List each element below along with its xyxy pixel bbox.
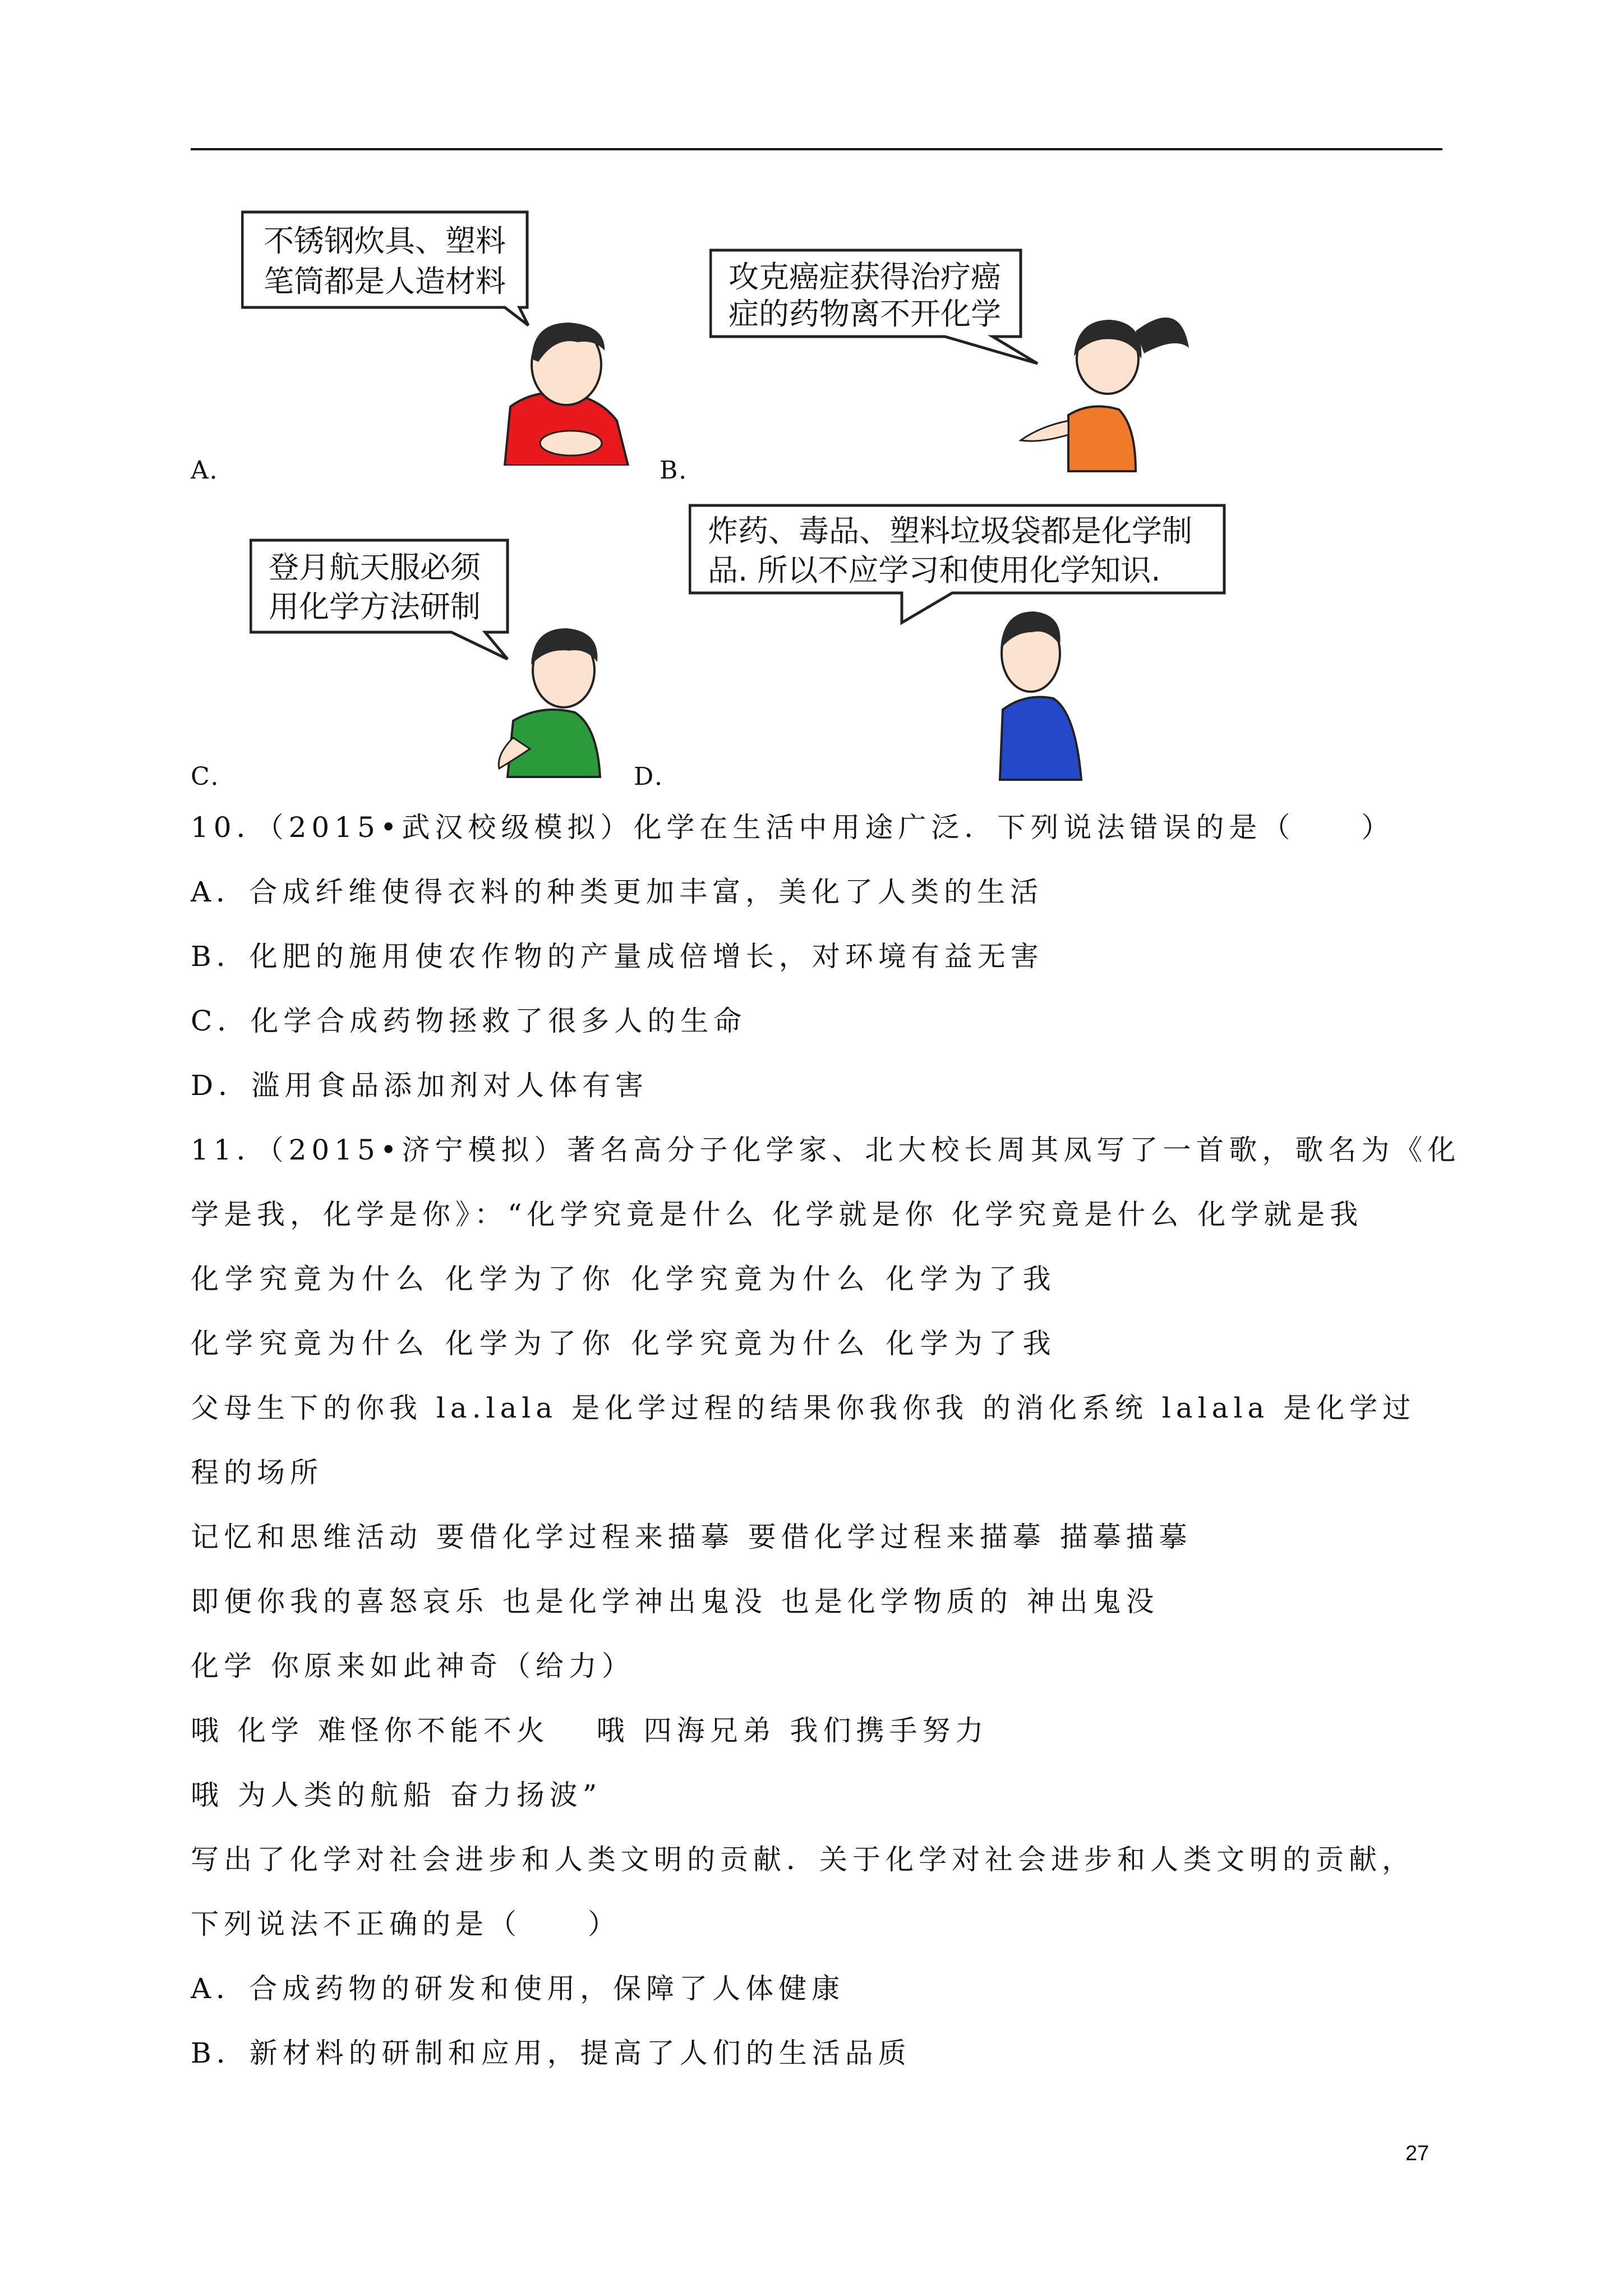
cartoon-a	[241, 208, 634, 466]
bubble-b-line-2: 症的药物离不开化学	[728, 296, 1001, 332]
q11-line: 即便你我的喜怒哀乐 也是化学神出鬼没 也是化学物质的 神出鬼没	[191, 1585, 1159, 1618]
bubble-a-line-2: 笔筒都是人造材料	[264, 264, 506, 299]
bubble-c-line-1: 登月航天服必须	[269, 550, 481, 585]
q11-line: 哦 化学 难怪你不能不火 哦 四海兄弟 我们携手努力	[191, 1714, 989, 1747]
q11-line: 化学 你原来如此神奇（给力）	[191, 1650, 635, 1682]
figure-option-d-letter: D．	[634, 762, 681, 791]
figure-option-c-letter: C．	[191, 762, 237, 791]
q11-line: 记忆和思维活动 要借化学过程来描摹 要借化学过程来描摹 描摹描摹	[191, 1521, 1192, 1553]
q11-line: 化学究竟为什么 化学为了你 化学究竟为什么 化学为了我	[191, 1327, 1057, 1360]
bubble-b-line-1: 攻克癌症获得治疗癌	[728, 259, 1001, 295]
q11-line: 哦 为人类的航船 奋力扬波”	[191, 1779, 602, 1811]
bubble-d-line-1: 炸药、毒品、塑料垃圾袋都是化学制	[708, 513, 1192, 549]
q10-option-d: D．滥用食品添加剂对人体有害	[191, 1069, 649, 1102]
boy-green-shirt-icon	[499, 628, 600, 777]
header-rule	[191, 148, 1442, 150]
q11-line: 化学究竟为什么 化学为了你 化学究竟为什么 化学为了我	[191, 1263, 1057, 1295]
q10-option-b: B．化肥的施用使农作物的产量成倍增长，对环境有益无害	[191, 940, 1044, 973]
page-number: 27	[1405, 2142, 1430, 2165]
q10-stem: 10．（2015•武汉校级模拟）化学在生活中用途广泛．下列说法错误的是（ ）	[191, 811, 1395, 844]
q11-line: 程的场所	[191, 1456, 323, 1489]
figure-option-a-letter: A．	[191, 456, 236, 485]
bubble-a-line-1: 不锈钢炊具、塑料	[264, 223, 506, 259]
q11-line: 写出了化学对社会进步和人类文明的贡献．关于化学对社会进步和人类文明的贡献，	[191, 1843, 1415, 1876]
q11-line: 下列说法不正确的是（ ）	[191, 1908, 621, 1940]
cartoon-b	[709, 247, 1203, 482]
q11-line: 学是我，化学是你》：“化学究竟是什么 化学就是你 化学究竟是什么 化学就是我	[191, 1198, 1363, 1231]
q11-line: 11．（2015•济宁模拟）著名高分子化学家、北大校长周其凤写了一首歌，歌名为《化	[191, 1134, 1461, 1166]
cartoon-d	[689, 502, 1238, 783]
boy-red-shirt-icon	[505, 323, 628, 466]
bubble-c-line-2: 用化学方法研制	[269, 589, 481, 624]
q10-option-a: A．合成纤维使得衣料的种类更加丰富，美化了人类的生活	[191, 876, 1044, 908]
q11-line: 父母生下的你我 la.lala 是化学过程的结果你我你我 的消化系统 lalala 是化学过	[191, 1392, 1416, 1424]
girl-orange-shirt-icon	[1021, 318, 1189, 471]
cartoon-c	[250, 536, 620, 783]
q11-option-b: B．新材料的研制和应用，提高了人们的生活品质	[191, 2037, 911, 2069]
figure-option-b-letter: B．	[660, 456, 705, 485]
man-blue-shirt-icon	[1000, 611, 1081, 780]
q11-option-a: A．合成药物的研发和使用，保障了人体健康	[191, 1972, 845, 2005]
bubble-d-line-2: 品. 所以不应学习和使用化学知识.	[708, 553, 1161, 588]
q10-option-c: C．化学合成药物拯救了很多人的生命	[191, 1005, 747, 1037]
